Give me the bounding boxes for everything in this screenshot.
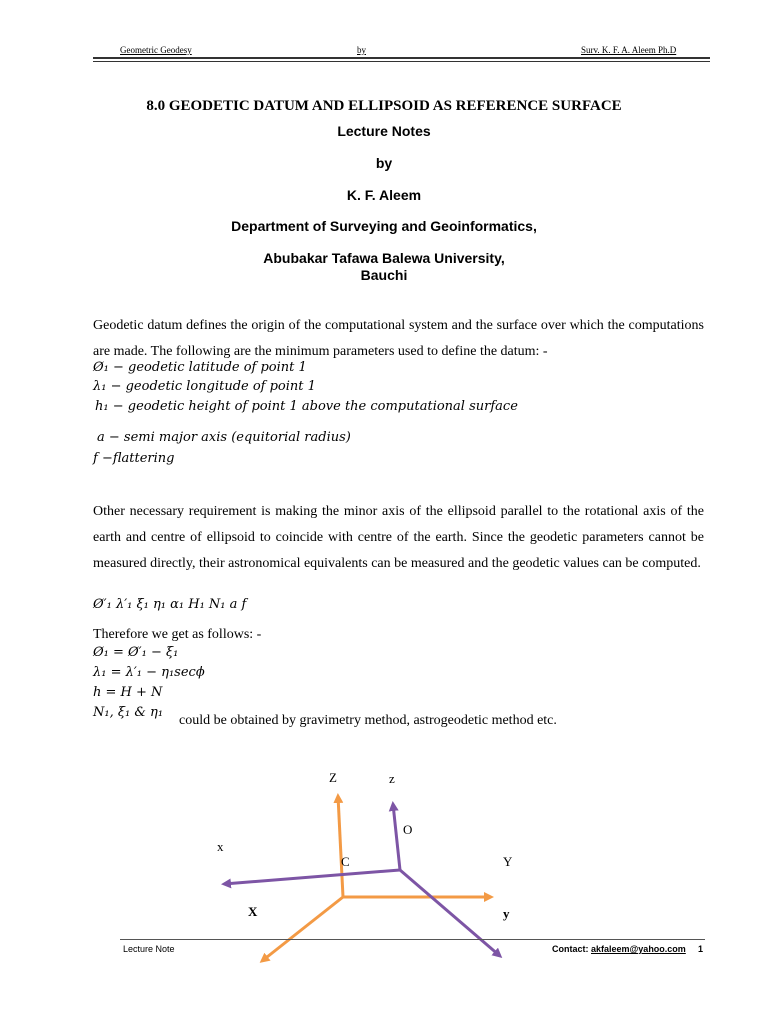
param-latitude: Ø₁ − geodetic latitude of point 1	[93, 360, 307, 375]
equation-height: h = H + N	[93, 685, 163, 700]
purple-z-axis	[393, 804, 400, 870]
astronomical-symbols: Ø′₁ λ′₁ ξ₁ η₁ α₁ H₁ N₁ a f	[93, 597, 247, 612]
equation-deflection-symbols: N₁, ξ₁ & η₁	[93, 705, 164, 720]
by-line: by	[375, 155, 393, 171]
header-author: Surv. K. F. A. Aleem Ph.D	[581, 45, 677, 55]
purple-y-axis	[400, 870, 500, 956]
page-title: 8.0 GEODETIC DATUM AND ELLIPSOID AS REFERENCE SURFACE	[146, 98, 622, 114]
therefore-line: Therefore we get as follows: -	[93, 627, 262, 642]
paragraph-requirements: Other necessary requirement is making the minor axis of the ellipsoid parallel to the rotational axis of the earth and centre of ellipsoid to coincide with centre of the earth. Since the geodetic parameters cannot be measured directly, their astronomical equivalents can be measured and the geodetic values can be computed.	[93, 504, 704, 571]
purple-x-axis	[224, 870, 400, 884]
label-C: C	[341, 854, 350, 869]
label-x: x	[217, 839, 224, 854]
header-course: Geometric Geodesy	[120, 45, 192, 55]
page-number: 1	[698, 944, 704, 954]
label-Y: Y	[503, 854, 513, 869]
footer-contact	[552, 944, 686, 954]
footer-rule	[120, 939, 705, 940]
paragraph-datum-definition: Geodetic datum defines the origin of the computational system and the surface over which the computations are made. The following are the minimum parameters used to define the datum: -	[93, 318, 704, 359]
label-O: O	[403, 822, 413, 837]
param-flattening: f −flattering	[93, 451, 175, 466]
footer-email-link[interactable]: akfaleem@yahoo.com	[591, 944, 686, 954]
label-y: y	[503, 906, 510, 921]
label-Z: Z	[329, 770, 337, 785]
label-X: X	[248, 904, 258, 919]
equation-deflection-text: could be obtained by gravimetry method, astrogeodetic method etc.	[179, 713, 557, 728]
city: Bauchi	[360, 267, 408, 283]
footer-contact-label: Contact:	[552, 944, 591, 954]
author-name: K. F. Aleem	[346, 187, 422, 203]
subtitle: Lecture Notes	[337, 123, 431, 139]
label-z: z	[389, 771, 395, 786]
university: Abubakar Tafawa Balewa University,	[263, 250, 505, 266]
department: Department of Surveying and Geoinformatics,	[231, 218, 537, 234]
orange-x-axis	[262, 897, 343, 961]
equation-latitude: Ø₁ = Ø′₁ − ξ₁	[93, 645, 179, 660]
orange-z-axis	[338, 796, 343, 897]
footer-lecture-note: Lecture Note	[123, 944, 175, 954]
param-longitude: λ₁ − geodetic longitude of point 1	[93, 379, 316, 394]
param-height: h₁ − geodetic height of point 1 above the computational surface	[95, 399, 518, 414]
header-by: by	[357, 45, 366, 55]
param-semi-major-axis: a − semi major axis (equitorial radius)	[97, 430, 351, 445]
equation-longitude: λ₁ = λ′₁ − η₁secϕ	[93, 665, 205, 680]
